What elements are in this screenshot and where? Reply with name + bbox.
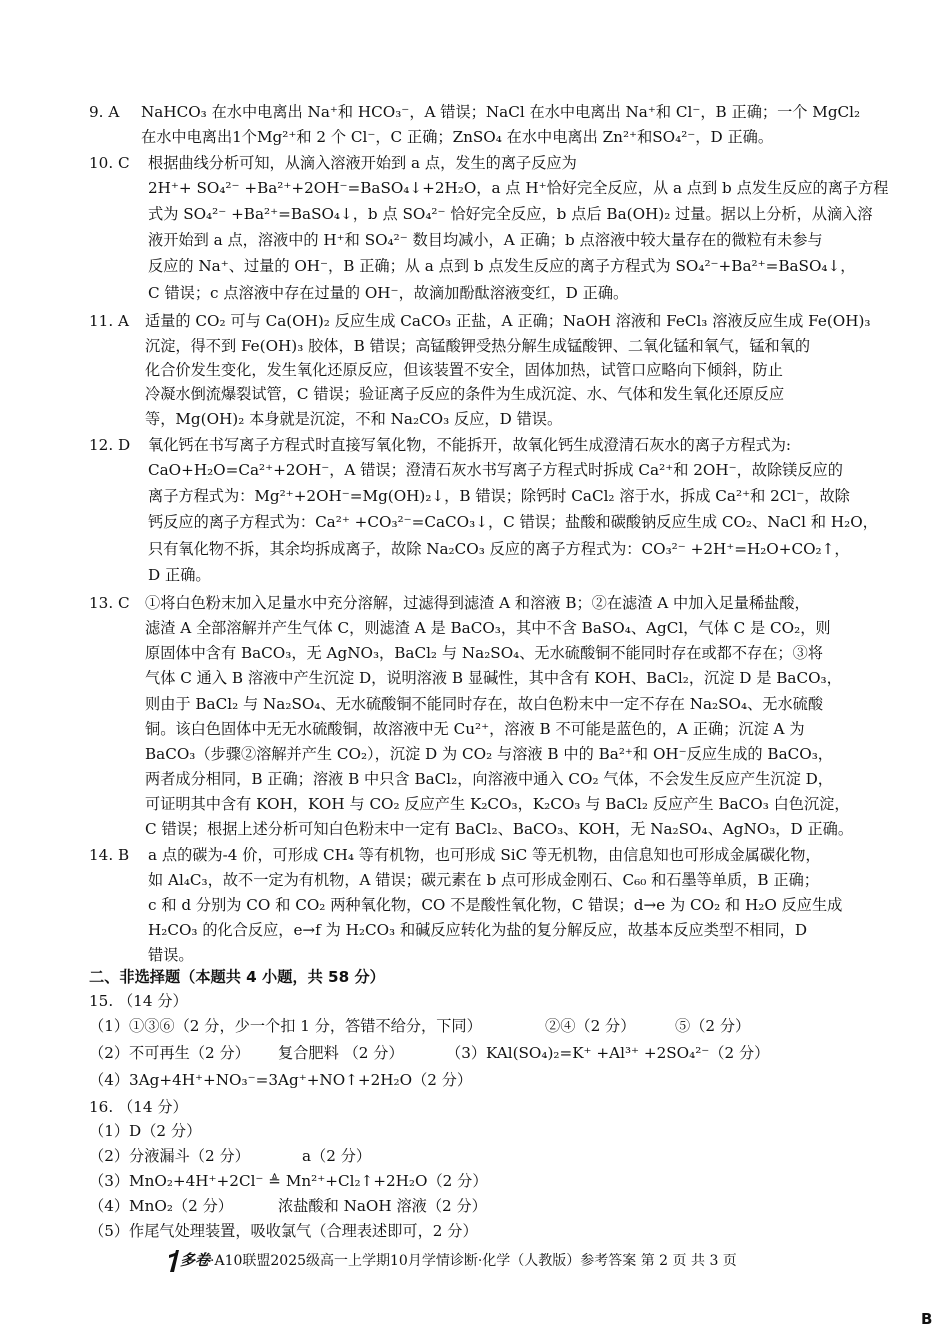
q13-line-8: 两者成分相同，B 正确；溶液 B 中只含 BaCl₂，向溶液中通入 CO₂ 气体，不会发生反应产生沉淀 D， — [145, 770, 833, 788]
q12-line-4: 钙反应的离子方程式为：Ca²⁺ +CO₃²⁻=CaCO₃↓，C 错误；盐酸和碳酸钠反应生成 CO₂、NaCl 和 H₂O， — [148, 513, 878, 531]
q12-line-3: 离子方程式为：Mg²⁺+2OH⁻=Mg(OH)₂↓，B 错误；除钙时 CaCl₂ 溶于水，拆成 Ca²⁺和 2Cl⁻，故除 — [148, 487, 850, 505]
q16-heading: 16. （14 分） — [89, 1098, 188, 1116]
q15-part2-b: 复合肥料 （2 分） — [278, 1044, 404, 1062]
q9-number: 9. A — [89, 103, 120, 121]
footer-text: ·A10联盟2025级高一上学期10月学情诊断·化学（人教版）参考答案 第 2 页 共 3 页 — [210, 1253, 737, 1269]
q10-line-4: 液开始到 a 点，溶液中的 H⁺和 SO₄²⁻ 数目均减小，A 正确；b 点溶液中较大量存在的微粒有未参与 — [148, 231, 823, 249]
q13-line-6: 铜。该白色固体中无无水硫酸铜，故溶液中无 Cu²⁺，溶液 B 不可能是蓝色的，A 正确；沉淀 A 为 — [145, 720, 805, 738]
q13-line-10: C 错误；根据上述分析可知白色粉末中一定有 BaCl₂、BaCO₃、KOH，无 Na₂SO₄、AgNO₃，D 正确。 — [145, 820, 854, 838]
q16-part4-b: 浓盐酸和 NaOH 溶液（2 分） — [278, 1197, 487, 1215]
q12-line-2: CaO+H₂O=Ca²⁺+2OH⁻，A 错误；澄清石灰水书写离子方程式时拆成 Ca²⁺和 2OH⁻，故除镁反应的 — [148, 461, 843, 479]
q15-part1-a: （1）①③⑥（2 分，少一个扣 1 分，答错不给分，下同） — [89, 1017, 482, 1035]
q16-part1: （1）D（2 分） — [89, 1122, 202, 1140]
q13-line-1: ①将白色粉末加入足量水中充分溶解，过滤得到滤渣 A 和溶液 B；②在滤渣 A 中加入足量稀盐酸， — [145, 594, 810, 612]
q15-heading: 15. （14 分） — [89, 992, 188, 1010]
q14-line-2: 如 Al₄C₃，故不一定为有机物，A 错误；碳元素在 b 点可形成金刚石、C₆₀ 和石墨等单质，B 正确； — [148, 871, 819, 889]
q10-line-6: C 错误；c 点溶液中存在过量的 OH⁻，故滴加酚酞溶液变红，D 正确。 — [148, 284, 629, 302]
q10-line-3: 式为 SO₄²⁻ +Ba²⁺=BaSO₄↓，b 点 SO₄²⁻ 恰好完全反应，b 点后 Ba(OH)₂ 过量。据以上分析，从滴入溶 — [148, 205, 873, 223]
q14-number: 14. B — [89, 846, 130, 864]
q9-line-2: 在水中电离出1个Mg²⁺和 2 个 Cl⁻，C 正确；ZnSO₄ 在水中电离出 Zn²⁺和SO₄²⁻，D 正确。 — [141, 128, 774, 146]
q16-part5: （5）作尾气处理装置，吸收氯气（合理表述即可，2 分） — [89, 1222, 478, 1240]
q11-line-3: 化合价发生变化，发生氧化还原反应，但该装置不安全，固体加热，试管口应略向下倾斜，防止 — [145, 361, 783, 379]
section-heading: 二、非选择题（本题共 4 小题，共 58 分） — [89, 968, 385, 986]
q10-line-2: 2H⁺+ SO₄²⁻ +Ba²⁺+2OH⁻=BaSO₄↓+2H₂O，a 点 H⁺恰好完全反应，从 a 点到 b 点发生反应的离子方程 — [148, 179, 889, 197]
q16-part2-a: （2）分液漏斗（2 分） — [89, 1147, 250, 1165]
q12-line-1: 氧化钙在书写离子方程式时直接写氧化物，不能拆开，故氧化钙生成澄清石灰水的离子方程式为: — [148, 436, 791, 454]
page-footer — [168, 1249, 737, 1273]
q13-line-9: 可证明其中含有 KOH，KOH 与 CO₂ 反应产生 K₂CO₃，K₂CO₃ 与 BaCl₂ 反应产生 BaCO₃ 白色沉淀， — [145, 795, 850, 813]
q16-part4-a: （4）MnO₂（2 分） — [89, 1197, 233, 1215]
q11-number: 11. A — [89, 312, 129, 330]
corner-mark: B — [921, 1310, 933, 1328]
q16-part3: （3）MnO₂+4H⁺+2Cl⁻ ≜ Mn²⁺+Cl₂↑+2H₂O（2 分） — [89, 1172, 488, 1190]
q13-line-2: 滤渣 A 全部溶解并产生气体 C，则滤渣 A 是 BaCO₃，其中不含 BaSO₄、AgCl，气体 C 是 CO₂，则 — [145, 619, 831, 637]
q14-line-5: 错误。 — [148, 946, 194, 964]
q15-part4: （4）3Ag+4H⁺+NO₃⁻=3Ag⁺+NO↑+2H₂O（2 分） — [89, 1071, 473, 1089]
q15-part2-a: （2）不可再生（2 分） — [89, 1044, 250, 1062]
q13-line-3: 原固体中含有 BaCO₃，无 AgNO₃，BaCl₂ 与 Na₂SO₄、无水硫酸铜不能同时存在或都不存在；③将 — [145, 644, 823, 662]
q14-line-1: a 点的碳为-4 价，可形成 CH₄ 等有机物，也可形成 SiC 等无机物，由信息知也可形成金属碳化物， — [148, 846, 821, 864]
q10-line-5: 反应的 Na⁺、过量的 OH⁻，B 正确；从 a 点到 b 点发生反应的离子方程式为 SO₄²⁻+Ba²⁺=BaSO₄↓， — [148, 257, 856, 275]
q11-line-2: 沉淀，得不到 Fe(OH)₃ 胶体，B 错误；高锰酸钾受热分解生成锰酸钾、二氧化锰和氧气，锰和氧的 — [145, 337, 811, 355]
q13-number: 13. C — [89, 594, 130, 612]
q11-line-1: 适量的 CO₂ 可与 Ca(OH)₂ 反应生成 CaCO₃ 正盐，A 正确；NaOH 溶液和 FeCl₃ 溶液反应生成 Fe(OH)₃ — [145, 312, 871, 330]
q16-part2-b: a（2 分） — [302, 1147, 372, 1165]
q10-number: 10. C — [89, 154, 130, 172]
q12-number: 12. D — [89, 436, 131, 454]
q14-line-4: H₂CO₃ 的化合反应，e→f 为 H₂CO₃ 和碱反应转化为盐的复分解反应，故基本反应类型不相同，D — [148, 921, 807, 939]
brand-logo-text: 多卷 — [180, 1251, 211, 1269]
q15-part1-b: ②④（2 分） — [545, 1017, 636, 1035]
q9-line-1: NaHCO₃ 在水中电离出 Na⁺和 HCO₃⁻，A 错误；NaCl 在水中电离出 Na⁺和 Cl⁻，B 正确；一个 MgCl₂ — [141, 103, 861, 121]
q15-part1-c: ⑤（2 分） — [675, 1017, 751, 1035]
q10-line-1: 根据曲线分析可知，从滴入溶液开始到 a 点，发生的离子反应为 — [148, 154, 577, 172]
brand-logo — [168, 1249, 210, 1273]
q14-line-3: c 和 d 分别为 CO 和 CO₂ 两种氧化物，CO 不是酸性氧化物，C 错误；d→e 为 CO₂ 和 H₂O 反应生成 — [148, 896, 843, 914]
q13-line-4: 气体 C 通入 B 溶液中产生沉淀 D，说明溶液 B 显碱性，其中含有 KOH、BaCl₂，沉淀 D 是 BaCO₃， — [145, 669, 842, 687]
brand-logo-mark-icon — [168, 1249, 180, 1273]
q15-part3: （3）KAl(SO₄)₂=K⁺ +Al³⁺ +2SO₄²⁻（2 分） — [446, 1044, 770, 1062]
q13-line-7: BaCO₃（步骤②溶解并产生 CO₂），沉淀 D 为 CO₂ 与溶液 B 中的 Ba²⁺和 OH⁻反应生成的 BaCO₃， — [145, 745, 833, 763]
q13-line-5: 则由于 BaCl₂ 与 Na₂SO₄、无水硫酸铜不能同时存在，故白色粉末中一定不存在 Na₂SO₄、无水硫酸 — [145, 695, 824, 713]
q11-line-4: 冷凝水倒流爆裂试管，C 错误；验证离子反应的条件为生成沉淀、水、气体和发生氧化还原反应 — [145, 385, 785, 403]
q12-line-6: D 正确。 — [148, 566, 211, 584]
q11-line-5: 等，Mg(OH)₂ 本身就是沉淀，不和 Na₂CO₃ 反应，D 错误。 — [145, 410, 563, 428]
q12-line-5: 只有氧化物不拆，其余均拆成离子，故除 Na₂CO₃ 反应的离子方程式为：CO₃²⁻ +2H⁺=H₂O+CO₂↑， — [148, 540, 850, 558]
